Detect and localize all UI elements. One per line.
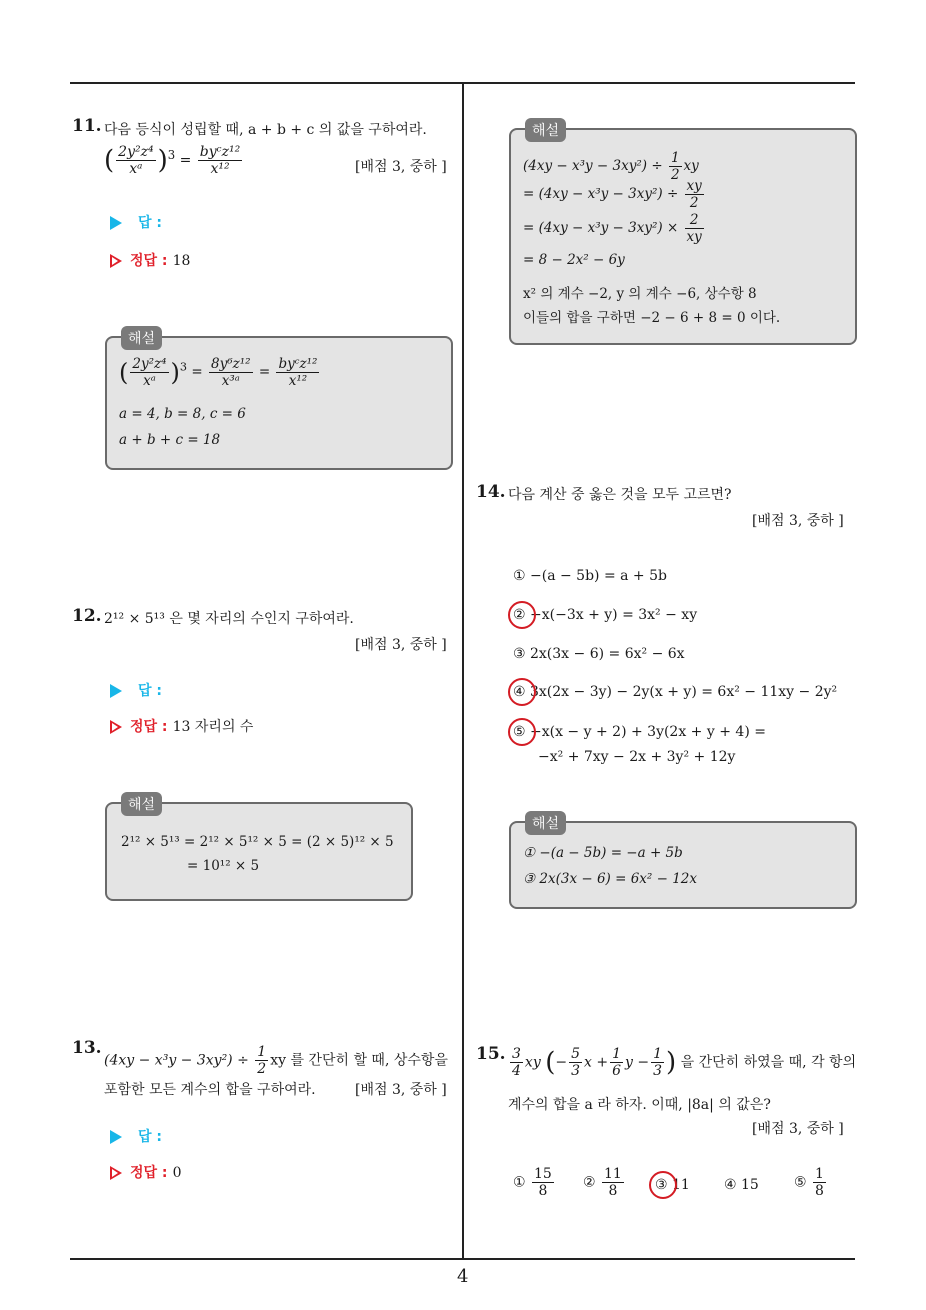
q11-solution-line2: a = 4, b = 8, c = 6 [119, 406, 246, 422]
q15-text-a: 을 간단히 하였을 때, 각 항의 [680, 1054, 857, 1071]
solution-tag: 해설 [525, 118, 566, 142]
q11-solution-line1: ( $\frac{\text{2y²z⁴}}{\text{xᵃ}}$ )$^3$ = $\frac{\text{8y⁶z¹²}}{\text{x³ᵃ}}$ = $\frac{\text{byᶜz¹²}}{\text{x¹²}}$ [119, 356, 318, 389]
selected-circle-icon [649, 1171, 677, 1199]
q15-option-2-mark: ② [583, 1174, 596, 1191]
q11-solution-box [105, 331, 453, 470]
selected-circle-icon [508, 601, 536, 629]
q15-score: [배점 3, 중하 ] [752, 1121, 844, 1137]
q15-option-2[interactable] [583, 1166, 626, 1199]
q14-solution-line2: ③ 2x(3x − 6) = 6x² − 12x [523, 871, 698, 887]
q15-option-1[interactable] [513, 1166, 556, 1199]
q14-option-2[interactable]: ② −x(−3x + y) = 3x² − xy [513, 607, 698, 623]
q13-solution-line5: x² 의 계수 −2, y 의 계수 −6, 상수항 8 [523, 286, 757, 302]
q15-option-3[interactable]: ③ 11 [655, 1177, 690, 1193]
q14-option-3[interactable]: ③ 2x(3x − 6) = 6x² − 6x [513, 646, 685, 662]
solution-tag: 해설 [525, 811, 566, 835]
q12-solution-line2: = 10¹² × 5 [187, 858, 260, 874]
q12-score: [배점 3, 중하 ] [355, 637, 447, 653]
selected-circle-icon [508, 678, 536, 706]
q15-option-5-fraction: $\frac{1}{8}$ [815, 1166, 824, 1199]
q13-text-line2: 포함한 모든 계수의 합을 구하여라. [104, 1082, 316, 1098]
q12-text: 2¹² × 5¹³ 은 몇 자리의 수인지 구하여라. [104, 611, 354, 627]
q12-solution-line1: 2¹² × 5¹³ = 2¹² × 5¹² × 5 = (2 × 5)¹² × 5 [121, 834, 394, 850]
q13-sol1-tail: xy [683, 158, 699, 174]
correct-arrow-icon [110, 1166, 122, 1180]
q14-option-1[interactable]: ① −(a − 5b) = a + 5b [513, 568, 667, 584]
q15-number: 15. [476, 1044, 506, 1064]
q11-text: 다음 등식이 성립할 때, a + b + c 의 값을 구하여라. [104, 122, 427, 138]
q12-correct-value: 13 자리의 수 [172, 719, 254, 735]
correct-label: 정답 : [130, 719, 168, 735]
answer-arrow-icon [110, 684, 122, 698]
q13-sol3-text: = (4xy − x³y − 3xy²) × [523, 220, 679, 236]
q15-text-line1 [508, 1046, 856, 1079]
q14-solution-line1: ① −(a − 5b) = −a + 5b [523, 845, 683, 861]
correct-label: 정답 : [130, 253, 168, 269]
q15-option-4[interactable]: ④ 15 [724, 1177, 759, 1193]
q13-sol1-text: (4xy − x³y − 3xy²) ÷ [523, 158, 663, 174]
solution-tag: 해설 [121, 792, 162, 816]
q11-number: 11. [72, 116, 102, 136]
q14-score: [배점 3, 중하 ] [752, 513, 844, 529]
answer-label: 답 : [138, 683, 162, 699]
q11-correct-row [110, 250, 190, 270]
q13-sol1-fraction: $\frac{1}{2}$ [670, 150, 680, 183]
bottom-rule [70, 1258, 855, 1260]
q15-frac-2: $\frac{1}{6}$ [612, 1046, 621, 1079]
q13-solution-line2 [523, 178, 706, 211]
q14-option-5-cont: −x² + 7xy − 2x + 3y² + 12y [538, 749, 736, 765]
q15-x: x + [584, 1054, 609, 1071]
q13-correct-value: 0 [172, 1165, 182, 1181]
q11-solution-line3: a + b + c = 18 [119, 432, 221, 448]
q13-text-b: xy 를 간단히 할 때, 상수항을 [270, 1052, 448, 1069]
selected-circle-icon [508, 718, 536, 746]
q13-sol3-fraction: $\frac{2}{xy}$ [686, 212, 702, 245]
correct-arrow-icon [110, 254, 122, 268]
q11-correct-value: 18 [172, 253, 191, 269]
q13-number: 13. [72, 1038, 102, 1058]
column-divider [462, 83, 464, 1259]
q13-expression: (4xy − x³y − 3xy²) ÷ [104, 1052, 249, 1069]
answer-label: 답 : [138, 1129, 162, 1145]
q15-xy: xy [524, 1054, 541, 1071]
q13-solution-box [509, 123, 857, 345]
q15-minus: − [555, 1054, 568, 1071]
q11-equation: ( $\frac{\text{2y²z⁴}}{\text{xᵃ}}$ )$^3$ = $\frac{\text{byᶜz¹²}}{\text{x¹²}}$ [104, 144, 241, 177]
q13-answer-row[interactable] [110, 1126, 162, 1146]
solution-tag: 해설 [121, 326, 162, 350]
q15-paren-close: ) [666, 1047, 677, 1078]
q12-solution-box [105, 797, 413, 901]
q13-solution-line3 [523, 212, 706, 245]
q12-answer-row[interactable] [110, 680, 162, 700]
q15-frac-3: $\frac{1}{3}$ [653, 1046, 663, 1079]
q13-text-line1 [104, 1044, 448, 1077]
q13-solution-line6: 이들의 합을 구하면 −2 − 6 + 8 = 0 이다. [523, 310, 781, 326]
q15-option-5-mark: ⑤ [794, 1174, 807, 1191]
q13-fraction: $\frac{1}{2}$ [257, 1044, 267, 1077]
q13-sol2-fraction: $\frac{xy}{2}$ [686, 178, 702, 211]
q14-option-4[interactable]: ④ 3x(2x − 3y) − 2y(x + y) = 6x² − 11xy − 2y² [513, 684, 838, 700]
answer-arrow-icon [110, 1130, 122, 1144]
q11-answer-row[interactable] [110, 212, 162, 232]
q13-correct-row [110, 1162, 182, 1182]
correct-arrow-icon [110, 720, 122, 734]
q14-number: 14. [476, 482, 506, 502]
q15-paren-open: ( [545, 1047, 556, 1078]
q13-sol2-text: = (4xy − x³y − 3xy²) ÷ [523, 186, 679, 202]
answer-arrow-icon [110, 216, 122, 230]
q14-option-5[interactable]: ⑤ −x(x − y + 2) + 3y(2x + y + 4) = [513, 724, 766, 740]
q15-frac-1: $\frac{5}{3}$ [571, 1046, 580, 1079]
q11-score: [배점 3, 중하 ] [355, 159, 447, 175]
q15-option-5[interactable] [794, 1166, 828, 1199]
q14-solution-box [509, 816, 857, 909]
q15-y: y − [625, 1054, 650, 1071]
q15-coef-fraction: $\frac{3}{4}$ [512, 1046, 521, 1079]
page-number: 4 [457, 1266, 469, 1287]
q15-option-2-fraction: $\frac{11}{8}$ [604, 1166, 622, 1199]
q12-number: 12. [72, 606, 102, 626]
q12-correct-row [110, 716, 253, 736]
correct-label: 정답 : [130, 1165, 168, 1181]
q15-text-line2: 계수의 합을 a 라 하자. 이때, |8a| 의 값은? [508, 1097, 771, 1113]
answer-label: 답 : [138, 215, 162, 231]
q13-solution-line4: = 8 − 2x² − 6y [523, 252, 625, 268]
q13-score: [배점 3, 중하 ] [355, 1082, 447, 1098]
q15-option-1-fraction: $\frac{15}{8}$ [534, 1166, 552, 1199]
q14-text: 다음 계산 중 옳은 것을 모두 고르면? [508, 487, 732, 503]
q15-option-1-mark: ① [513, 1174, 526, 1191]
